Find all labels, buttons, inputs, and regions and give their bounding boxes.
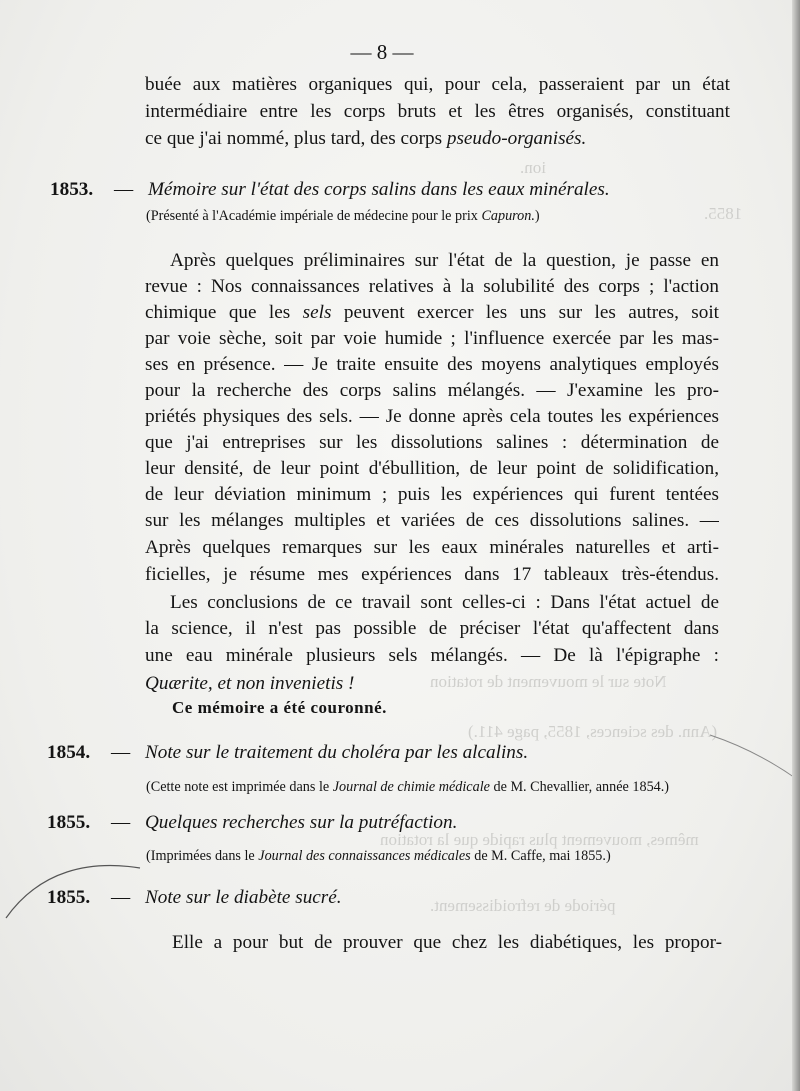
text-line: de leur déviation minimum ; puis les expériences qui furent tentées: [145, 484, 719, 505]
text-line: intermédiaire entre les corps bruts et les êtres organisés, constituant: [145, 101, 730, 122]
text-line: Elle a pour but de prouver que chez les diabétiques, les propor-: [172, 932, 722, 953]
entry-1854-note: [146, 777, 669, 797]
entry-year: 1853.: [50, 179, 94, 200]
bleed-through-text: Note sur le mouvement de rotation: [430, 672, 667, 691]
entry-1855-diabetes-heading: [47, 885, 342, 911]
epigraph: Quærite, et non invenietis !: [145, 673, 355, 694]
entry-dash: —: [110, 887, 131, 908]
entry-title: Note sur le diabète sucré.: [144, 887, 342, 908]
text-line: Les conclusions de ce travail sont celles-ci : Dans l'état actuel de: [170, 592, 719, 613]
bleed-through-text: période de refroidissement.: [430, 896, 616, 915]
note-text: (Imprimées dans le: [146, 848, 259, 864]
text-span: peuvent exercer les uns sur les autres, soit: [331, 302, 719, 323]
text-line: par voie sèche, soit par voie humide ; l'influence exercée par les mas-: [145, 328, 719, 349]
entry-year: 1855.: [47, 887, 91, 908]
text-line: [145, 300, 719, 326]
text-line: priétés physiques des sels. — Je donne après cela toutes les expériences: [145, 406, 719, 427]
entry-1853-heading: [50, 177, 610, 203]
text-span: ce que j'ai nommé, plus tard, des corps: [145, 128, 447, 149]
bleed-through-text: ion.: [520, 158, 546, 177]
note-italic: Journal des connaissances médicales: [258, 848, 471, 864]
bleed-through-text: (Ann. des sciences, 1855, page 411.): [468, 722, 718, 741]
entry-year: 1854.: [47, 742, 91, 763]
entry-1855-putrefaction-note: [146, 846, 611, 866]
note-text: de M. Caffe, mai 1855.): [470, 848, 611, 864]
text-line: que j'ai entreprises sur les dissolutions salines : détermination de: [145, 432, 719, 453]
bleed-through-text: mêmes, mouvement plus rapide que la rotation: [380, 830, 699, 849]
note-text: de M. Chevallier, année 1854.): [489, 779, 670, 795]
entry-title: Mémoire sur l'état des corps salins dans les eaux minérales.: [147, 179, 610, 200]
text-line: ses en présence. — Je traite ensuite des moyens analytiques employés: [145, 354, 719, 375]
text-line: Après quelques remarques sur les eaux minérales naturelles et arti-: [145, 537, 719, 558]
entry-title: Quelques recherches sur la putréfaction.: [144, 812, 458, 833]
text-line: Après quelques préliminaires sur l'état de la question, je passe en: [170, 250, 719, 271]
entry-1853-note: [146, 206, 540, 226]
italic-term: sels: [302, 302, 332, 323]
text-line: sur les mélanges multiples et variées de ces dissolutions salines. —: [145, 510, 719, 531]
bleed-through-text: 1855.: [704, 204, 743, 223]
entry-1854-heading: [47, 740, 528, 766]
entry-dash: —: [110, 742, 131, 763]
text-line: buée aux matières organiques qui, pour cela, passeraient par un état: [145, 74, 730, 95]
text-line: leur densité, de leur point d'ébullition, de leur point de solidification,: [145, 458, 719, 479]
text-line: la science, il n'est pas possible de préciser l'état qu'affectent dans: [145, 618, 719, 639]
note-text: (Cette note est imprimée dans le: [146, 779, 333, 795]
entry-title: Note sur le traitement du choléra par les alcalins.: [144, 742, 529, 763]
note-text: ): [534, 208, 540, 224]
text-line: revue : Nos connaissances relatives à la solubilité des corps ; l'action: [145, 276, 719, 297]
entry-dash: —: [113, 179, 134, 200]
entry-year: 1855.: [47, 812, 91, 833]
text-span: chimique que les: [145, 302, 303, 323]
page-edge-shadow: [792, 0, 800, 1091]
entry-1855-putrefaction-heading: [47, 810, 457, 836]
crowned-note: Ce mémoire a été couronné.: [172, 698, 387, 717]
entry-dash: —: [110, 812, 131, 833]
text-line: pour la recherche des corps salins mélangés. — J'examine les pro-: [145, 380, 719, 401]
note-text: (Présenté à l'Académie impériale de médecine pour le prix: [146, 208, 482, 224]
italic-term: pseudo-organisés.: [446, 128, 587, 149]
page-number: — 8 —: [350, 40, 414, 64]
note-italic: Capuron.: [481, 208, 535, 224]
text-line: ficielles, je résume mes expériences dans 17 tableaux très-étendus.: [145, 564, 719, 585]
text-line: [145, 126, 586, 152]
note-italic: Journal de chimie médicale: [332, 779, 490, 795]
text-line: une eau minérale plusieurs sels mélangés. — De là l'épigraphe :: [145, 645, 719, 666]
